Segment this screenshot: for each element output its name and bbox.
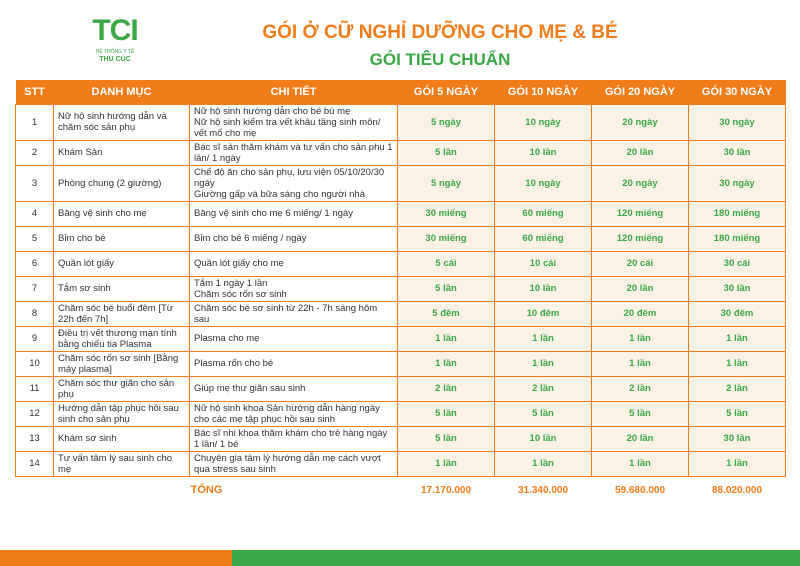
row-g10: 60 miếng: [495, 226, 592, 251]
row-g20: 20 lần: [592, 426, 689, 451]
header-detail: CHI TIẾT: [190, 80, 398, 104]
row-detail: Plasma cho mẹ: [190, 326, 398, 351]
package-table: [15, 80, 786, 504]
row-stt: 12: [16, 401, 54, 426]
row-g5: 5 lần: [398, 426, 495, 451]
row-g30: 1 lần: [689, 351, 786, 376]
total-g5: 17.170.000: [420, 484, 472, 496]
row-category: Phòng chung (2 giường): [54, 165, 190, 201]
logo-letters: TCI: [92, 14, 138, 47]
row-detail: Bác sĩ sản thăm khám và tư vấn cho sản phụ 1 lần/ 1 ngày: [190, 140, 398, 165]
row-g5: 1 lần: [398, 351, 495, 376]
row-stt: 13: [16, 426, 54, 451]
row-g30: 30 ngày: [689, 104, 786, 140]
total-g20: 59.680.000: [614, 484, 666, 496]
row-g20: 1 lần: [592, 451, 689, 476]
table-row: [16, 401, 786, 426]
row-g30: 2 lần: [689, 376, 786, 401]
row-category: Bỉm cho bé: [54, 226, 190, 251]
row-g20: 20 đêm: [592, 301, 689, 326]
row-detail: Giúp mẹ thư giãn sau sinh: [190, 376, 398, 401]
row-g30: 180 miếng: [689, 201, 786, 226]
row-g30: 30 cái: [689, 251, 786, 276]
row-detail: Bác sĩ nhi khoa thăm khám cho trẻ hàng ngày 1 lần/ 1 bé: [190, 426, 398, 451]
row-g5: 30 miếng: [398, 226, 495, 251]
row-g10: 1 lần: [495, 326, 592, 351]
total-label: TỔNG: [190, 483, 223, 496]
row-g5: 1 lần: [398, 326, 495, 351]
header-g10: GÓI 10 NGÀY: [495, 80, 592, 104]
row-stt: 2: [16, 140, 54, 165]
tci-logo: [86, 16, 144, 74]
footer-bar-orange: [0, 550, 232, 566]
header-g30: GÓI 30 NGÀY: [689, 80, 786, 104]
table-row: [16, 165, 786, 201]
row-g10: 10 cái: [495, 251, 592, 276]
row-detail: Quần lót giấy cho mẹ: [190, 251, 398, 276]
row-stt: 3: [16, 165, 54, 201]
row-category: Chăm sóc bé buổi đêm [Từ 22h đến 7h]: [54, 301, 190, 326]
page-title: GÓI Ở CỮ NGHỈ DƯỠNG CHO MẸ & BÉ: [262, 22, 618, 43]
row-g20: 20 ngày: [592, 165, 689, 201]
row-g5: 5 lần: [398, 140, 495, 165]
row-category: Tắm sơ sinh: [54, 276, 190, 301]
row-g30: 180 miếng: [689, 226, 786, 251]
row-stt: 11: [16, 376, 54, 401]
row-detail: Nữ hộ sinh khoa Sản hướng dẫn hàng ngày cho các mẹ tập phục hồi sau sinh: [190, 401, 398, 426]
table-row: [16, 451, 786, 476]
row-g10: 2 lần: [495, 376, 592, 401]
row-g5: 1 lần: [398, 451, 495, 476]
table-row: [16, 201, 786, 226]
row-g10: 10 lần: [495, 140, 592, 165]
logo-line2: THU CÚC: [99, 56, 131, 63]
row-detail: Nữ hộ sinh hướng dẫn cho bé bú mẹ Nữ hộ sinh kiểm tra vết khâu tầng sinh môn/ vết mổ cho mẹ: [190, 104, 398, 140]
row-stt: 6: [16, 251, 54, 276]
row-g10: 10 lần: [495, 426, 592, 451]
row-stt: 10: [16, 351, 54, 376]
row-category: Chăm sóc rốn sơ sinh [Bằng máy plasma]: [54, 351, 190, 376]
row-g30: 30 lần: [689, 140, 786, 165]
row-category: Nữ hộ sinh hướng dẫn và chăm sóc sản phụ: [54, 104, 190, 140]
row-category: Tư vấn tâm lý sau sinh cho mẹ: [54, 451, 190, 476]
row-detail: Băng vệ sinh cho mẹ 6 miếng/ 1 ngày: [190, 201, 398, 226]
row-g10: 10 lần: [495, 276, 592, 301]
row-detail: Chuyên gia tâm lý hướng dẫn mẹ cách vượt qua stress sau sinh: [190, 451, 398, 476]
row-g10: 1 lần: [495, 351, 592, 376]
row-g30: 30 lần: [689, 276, 786, 301]
row-g10: 10 ngày: [495, 104, 592, 140]
page-subtitle: GÓI TIÊU CHUẨN: [369, 50, 511, 69]
table-row: [16, 301, 786, 326]
row-g5: 2 lần: [398, 376, 495, 401]
row-g5: 5 lần: [398, 276, 495, 301]
row-g20: 120 miếng: [592, 201, 689, 226]
row-category: Khám sơ sinh: [54, 426, 190, 451]
row-g10: 5 lần: [495, 401, 592, 426]
row-g20: 20 ngày: [592, 104, 689, 140]
row-detail: Plasma rốn cho bé: [190, 351, 398, 376]
table-row: [16, 251, 786, 276]
row-g30: 1 lần: [689, 326, 786, 351]
row-g10: 10 ngày: [495, 165, 592, 201]
table-row: [16, 276, 786, 301]
row-g5: 5 cái: [398, 251, 495, 276]
header-g20: GÓI 20 NGÀY: [592, 80, 689, 104]
row-g20: 5 lần: [592, 401, 689, 426]
row-category: Chăm sóc thư giãn cho sản phụ: [54, 376, 190, 401]
table-row: [16, 376, 786, 401]
table-row: [16, 226, 786, 251]
row-category: Băng vệ sinh cho mẹ: [54, 201, 190, 226]
table-row: [16, 140, 786, 165]
row-stt: 7: [16, 276, 54, 301]
row-g30: 1 lần: [689, 451, 786, 476]
table-header-row: [16, 80, 786, 104]
logo-line1: HỆ THỐNG Y TẾ: [95, 49, 135, 55]
row-g10: 10 đêm: [495, 301, 592, 326]
row-stt: 8: [16, 301, 54, 326]
total-g10: 31.340.000: [517, 484, 569, 496]
row-stt: 5: [16, 226, 54, 251]
row-stt: 4: [16, 201, 54, 226]
table-row: [16, 426, 786, 451]
row-g10: 1 lần: [495, 451, 592, 476]
row-stt: 9: [16, 326, 54, 351]
row-g20: 1 lần: [592, 326, 689, 351]
header-category: DANH MỤC: [54, 80, 190, 104]
row-g5: 5 lần: [398, 401, 495, 426]
header-g5: GÓI 5 NGÀY: [398, 80, 495, 104]
row-g10: 60 miếng: [495, 201, 592, 226]
row-g5: 30 miếng: [398, 201, 495, 226]
row-g20: 120 miếng: [592, 226, 689, 251]
row-stt: 1: [16, 104, 54, 140]
row-g30: 30 lần: [689, 426, 786, 451]
row-detail: Bỉm cho bé 6 miếng / ngày: [190, 226, 398, 251]
row-category: Điều trị vết thương mạn tính bằng chiếu tia Plasma: [54, 326, 190, 351]
row-category: Hướng dẫn tập phục hồi sau sinh cho sản phụ: [54, 401, 190, 426]
row-g20: 2 lần: [592, 376, 689, 401]
row-g30: 5 lần: [689, 401, 786, 426]
row-detail: Tắm 1 ngày 1 lần Chăm sóc rốn sơ sinh: [190, 276, 398, 301]
header-stt: STT: [16, 80, 54, 104]
row-stt: 14: [16, 451, 54, 476]
table-row: [16, 351, 786, 376]
total-g30: 88.020.000: [711, 484, 763, 496]
row-g20: 20 cái: [592, 251, 689, 276]
row-g30: 30 đêm: [689, 301, 786, 326]
row-g5: 5 đêm: [398, 301, 495, 326]
row-category: Quần lót giấy: [54, 251, 190, 276]
total-row: [16, 476, 786, 504]
row-detail: Chế độ ăn cho sản phụ, lưu viện 05/10/20/30 ngày Giường gấp và bữa sáng cho người nhà: [190, 165, 398, 201]
table-row: [16, 104, 786, 140]
row-g5: 5 ngày: [398, 104, 495, 140]
row-g5: 5 ngày: [398, 165, 495, 201]
table-row: [16, 326, 786, 351]
row-g20: 20 lần: [592, 140, 689, 165]
footer-bar-green: [232, 550, 800, 566]
row-detail: Chăm sóc bé sơ sinh từ 22h - 7h sáng hôm sau: [190, 301, 398, 326]
row-g20: 1 lần: [592, 351, 689, 376]
row-g30: 30 ngày: [689, 165, 786, 201]
row-category: Khám Sản: [54, 140, 190, 165]
row-g20: 20 lần: [592, 276, 689, 301]
